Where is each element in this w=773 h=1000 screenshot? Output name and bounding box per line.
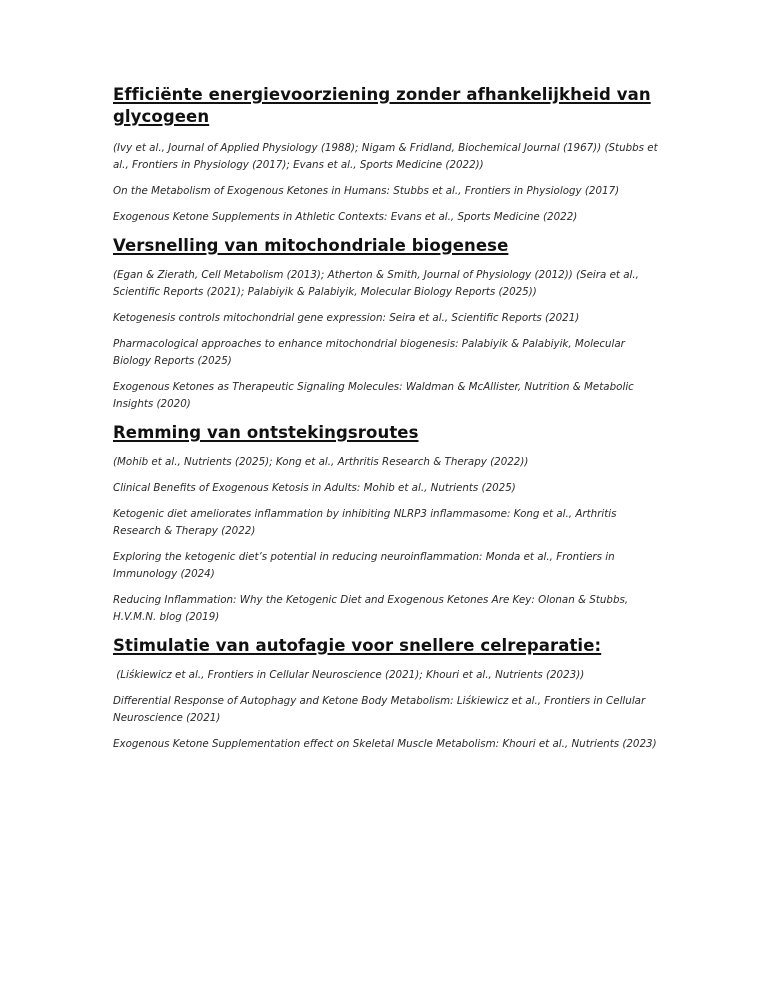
reference-citation: Reducing Inflammation: Why the Ketogenic Diet and Exogenous Ketones Are Key: Olonan & Stubbs, H.V.M.N. blog (2019) xyxy=(113,594,629,623)
reference-citation: (Ivy et al., Journal of Applied Physiology (1988); Nigam & Fridland, Biochemical Journal (1967)) (Stubbs et al., Frontiers in Physiology (2017); Evans et al., Sports Medicine (2022)) xyxy=(113,142,658,171)
section-heading: Remming van ontstekingsroutes xyxy=(113,423,419,442)
reference-citation: Exogenous Ketones as Therapeutic Signaling Molecules: Waldman & McAllister, Nutrition & Metabolic Insights (2020) xyxy=(113,381,634,410)
document-page xyxy=(113,84,661,762)
reference-citation: Ketogenesis controls mitochondrial gene expression: Seira et al., Scientific Reports (2021) xyxy=(113,312,580,324)
reference-citation: Exploring the ketogenic diet’s potential in reducing neuroinflammation: Monda et al., Frontiers in Immunology (2024) xyxy=(113,551,615,580)
reference-citation: (Mohib et al., Nutrients (2025); Kong et al., Arthritis Research & Therapy (2022)) xyxy=(113,456,529,468)
section-mitochondrial-biogenesis xyxy=(113,235,661,413)
reference-citation: Clinical Benefits of Exogenous Ketosis in Adults: Mohib et al., Nutrients (2025) xyxy=(113,482,516,494)
section-autophagy xyxy=(113,635,661,753)
section-heading: Stimulatie van autofagie voor snellere celreparatie: xyxy=(113,636,602,655)
reference-citation: (Egan & Zierath, Cell Metabolism (2013); Atherton & Smith, Journal of Physiology (2012)) (Seira et al., Scientific Reports (2021); Palabiyik & Palabiyik, Molecular Biology Reports (2025)) xyxy=(113,269,639,298)
reference-citation: (Liśkiewicz et al., Frontiers in Cellular Neuroscience (2021); Khouri et al., Nutrients (2023)) xyxy=(113,669,585,681)
reference-citation: Pharmacological approaches to enhance mitochondrial biogenesis: Palabiyik & Palabiyik, Molecular Biology Reports (2025) xyxy=(113,338,625,367)
section-heading: Versnelling van mitochondriale biogenese xyxy=(113,236,509,255)
reference-citation: On the Metabolism of Exogenous Ketones in Humans: Stubbs et al., Frontiers in Physiology (2017) xyxy=(113,185,620,197)
reference-citation: Differential Response of Autophagy and Ketone Body Metabolism: Liśkiewicz et al., Frontiers in Cellular Neuroscience (2021) xyxy=(113,695,646,724)
reference-citation: Exogenous Ketone Supplementation effect on Skeletal Muscle Metabolism: Khouri et al., Nutrients (2023) xyxy=(113,738,657,750)
section-energy-supply xyxy=(113,84,661,226)
section-inflammation xyxy=(113,422,661,626)
reference-citation: Exogenous Ketone Supplements in Athletic Contexts: Evans et al., Sports Medicine (2022) xyxy=(113,211,578,223)
section-heading: Efficiënte energievoorziening zonder afhankelijkheid van glycogeen xyxy=(113,85,651,126)
reference-citation: Ketogenic diet ameliorates inflammation by inhibiting NLRP3 inflammasome: Kong et al., Arthritis Research & Therapy (2022) xyxy=(113,508,617,537)
